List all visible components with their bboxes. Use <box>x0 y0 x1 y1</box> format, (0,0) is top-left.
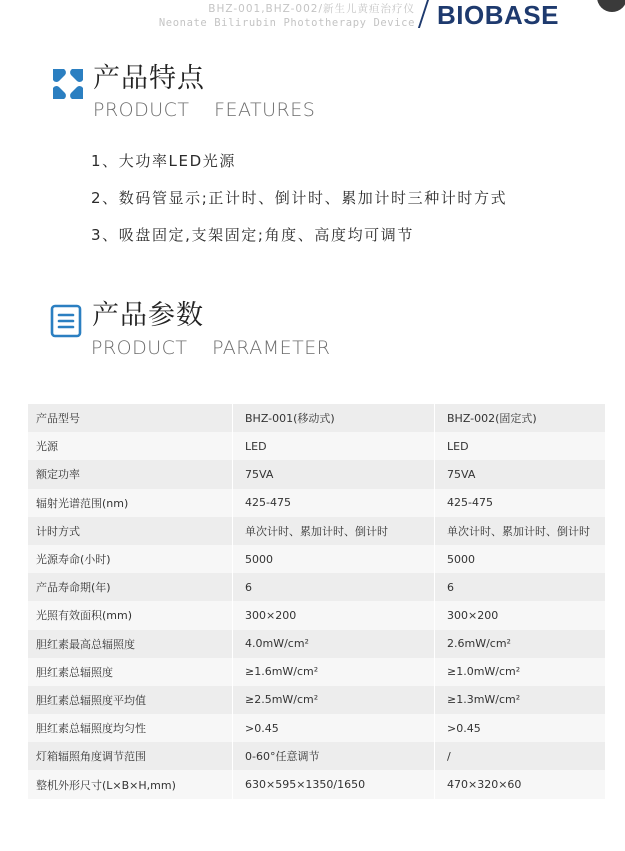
four-petal-icon <box>50 66 86 102</box>
table-cell: 425-475 <box>233 489 435 517</box>
table-cell: >0.45 <box>435 714 606 742</box>
table-row-label: 产品型号 <box>28 404 233 432</box>
table-row-label: 胆红素总辐照度平均值 <box>28 686 233 714</box>
table-row-label: 灯箱辐照角度调节范围 <box>28 742 233 770</box>
list-document-icon <box>50 304 82 338</box>
table-row <box>28 601 606 629</box>
table-cell: 470×320×60 <box>435 770 606 798</box>
table-row-label: 胆红素总辐照度 <box>28 658 233 686</box>
table-row-label: 产品寿命期(年) <box>28 573 233 601</box>
table-cell: LED <box>435 432 606 460</box>
table-cell: / <box>435 742 606 770</box>
table-cell: 300×200 <box>435 601 606 629</box>
table-cell: 300×200 <box>233 601 435 629</box>
parameter-title-cn: 产品参数 <box>92 300 204 331</box>
table-row <box>28 630 606 658</box>
table-row <box>28 658 606 686</box>
table-cell: 2.6mW/cm² <box>435 630 606 658</box>
header-subtitle-en: Neonate Bilirubin Phototherapy Device <box>158 17 415 29</box>
features-title-en: PRODUCT FEATURES <box>93 99 316 121</box>
table-cell: 0-60°任意调节 <box>233 742 435 770</box>
header-subtitle-cn: BHZ-001,BHZ-002/新生儿黄疸治疗仪 <box>208 3 415 15</box>
table-cell: 75VA <box>233 460 435 488</box>
table-cell: 630×595×1350/1650 <box>233 770 435 798</box>
table-cell: 6 <box>435 573 606 601</box>
table-row <box>28 489 606 517</box>
table-row <box>28 573 606 601</box>
table-row-label: 整机外形尺寸(L×B×H,mm) <box>28 770 233 798</box>
table-cell: 单次计时、累加计时、倒计时 <box>435 517 606 545</box>
table-row <box>28 432 606 460</box>
feature-item: 3、吸盘固定,支架固定;角度、高度均可调节 <box>91 226 414 244</box>
table-cell: >0.45 <box>233 714 435 742</box>
table-row <box>28 517 606 545</box>
table-row-label: 额定功率 <box>28 460 233 488</box>
parameter-table <box>28 404 606 799</box>
features-list <box>91 152 507 263</box>
table-cell: LED <box>233 432 435 460</box>
table-cell: ≥1.0mW/cm² <box>435 658 606 686</box>
brand-logo: BIOBASE <box>437 0 559 30</box>
table-cell: ≥1.3mW/cm² <box>435 686 606 714</box>
features-title-cn: 产品特点 <box>93 63 205 94</box>
table-cell: 4.0mW/cm² <box>233 630 435 658</box>
header-subtitle <box>159 2 415 30</box>
table-cell: BHZ-001(移动式) <box>233 404 435 432</box>
table-row <box>28 742 606 770</box>
table-row-label: 光源 <box>28 432 233 460</box>
table-row <box>28 686 606 714</box>
table-cell: 单次计时、累加计时、倒计时 <box>233 517 435 545</box>
feature-item: 1、大功率LED光源 <box>91 152 236 170</box>
table-cell: 5000 <box>233 545 435 573</box>
table-cell: ≥2.5mW/cm² <box>233 686 435 714</box>
table-row-label: 辐射光谱范围(nm) <box>28 489 233 517</box>
feature-item: 2、数码管显示;正计时、倒计时、累加计时三种计时方式 <box>91 189 508 207</box>
table-cell: BHZ-002(固定式) <box>435 404 606 432</box>
table-row-label: 光源寿命(小时) <box>28 545 233 573</box>
table-row-label: 光照有效面积(mm) <box>28 601 233 629</box>
table-row <box>28 404 606 432</box>
table-row-label: 胆红素总辐照度均匀性 <box>28 714 233 742</box>
table-row-label: 胆红素最高总辐照度 <box>28 630 233 658</box>
table-row <box>28 714 606 742</box>
corner-overlay-button <box>597 0 625 12</box>
table-cell: 5000 <box>435 545 606 573</box>
table-row-label: 计时方式 <box>28 517 233 545</box>
table-cell: 6 <box>233 573 435 601</box>
table-cell: 425-475 <box>435 489 606 517</box>
table-row <box>28 460 606 488</box>
table-cell: 75VA <box>435 460 606 488</box>
table-cell: ≥1.6mW/cm² <box>233 658 435 686</box>
parameter-title-en: PRODUCT PARAMETER <box>91 337 331 359</box>
table-row <box>28 545 606 573</box>
table-row <box>28 770 606 798</box>
